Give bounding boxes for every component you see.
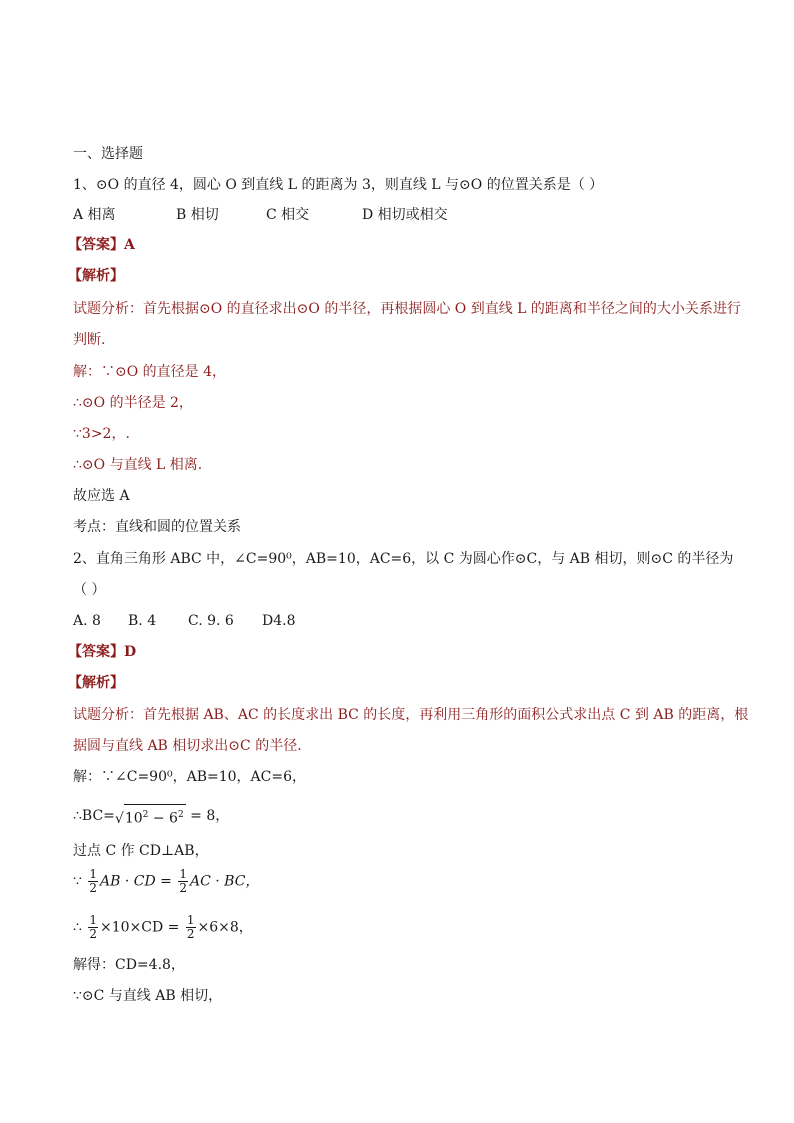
radicand-b: 6 xyxy=(169,810,178,827)
q2-analysis-line1: 试题分析：首先根据 AB、AC 的长度求出 BC 的长度，再利用三角形的面积公式求出点 C 到 AB 的距离，根 xyxy=(73,707,749,723)
area-lhs: AB · CD = xyxy=(100,873,172,890)
q2-option-a[interactable]: A. 8 xyxy=(73,613,101,629)
area-rhs: AC · BC， xyxy=(189,873,260,890)
q2-analysis-label: 【解析】 xyxy=(68,675,124,691)
q1-answer: 【答案】A xyxy=(68,237,135,253)
sqrt-expression xyxy=(115,804,186,828)
q2-option-c[interactable]: C. 9. 6 xyxy=(188,613,234,629)
q1-step3: ∵3>2，. xyxy=(73,426,130,442)
q2-analysis-line2: 据圆与直线 AB 相切求出⊙C 的半径. xyxy=(73,738,302,754)
radicand-a: 10 xyxy=(124,810,143,827)
because-symbol: ∵ xyxy=(73,873,82,890)
q2-tangent: ∵⊙C 与直线 AB 相切， xyxy=(73,988,223,1004)
q2-step1: 解：∵∠C=90⁰，AB=10，AC=6， xyxy=(73,769,307,785)
bc-prefix: ∴BC= xyxy=(73,807,115,824)
q2-answer: 【答案】D xyxy=(68,644,137,660)
fraction-half: $\frac{1}{2}$ xyxy=(89,867,98,895)
q1-analysis-label: 【解析】 xyxy=(68,268,124,284)
area-equation-2 xyxy=(73,914,253,941)
q2-step-perp: 过点 C 作 CD⊥AB， xyxy=(73,843,209,859)
radicand: $10^2 - 6^2$ xyxy=(124,804,186,828)
fraction-half: $\frac{1}{2}$ xyxy=(179,867,187,895)
q1-analysis-line1: 试题分析：首先根据⊙O 的直径求出⊙O 的半径，再根据圆心 O 到直线 L 的距离和半径之间的大小关系进行 xyxy=(73,301,741,317)
section-heading: 一、选择题 xyxy=(73,146,143,162)
bc-equation xyxy=(73,804,229,828)
q1-step4: ∴⊙O 与直线 L 相离. xyxy=(73,457,203,473)
therefore-symbol: ∴ xyxy=(73,919,82,936)
q1-analysis-line2: 判断. xyxy=(73,332,106,348)
q1-conclusion: 故应选 A xyxy=(73,488,130,504)
q1-step1: 解：∵⊙O 的直径是 4， xyxy=(73,364,227,380)
q1-stem: 1、⊙O 的直径 4，圆心 O 到直线 L 的距离为 3，则直线 L 与⊙O 的位置关系是（ ） xyxy=(73,177,604,193)
q1-option-a[interactable]: A 相离 xyxy=(73,207,116,223)
q1-option-c[interactable]: C 相交 xyxy=(266,207,310,223)
q1-topic: 考点：直线和圆的位置关系 xyxy=(73,519,241,535)
q2-option-b[interactable]: B. 4 xyxy=(128,613,157,629)
q2-option-d[interactable]: D4.8 xyxy=(262,613,296,629)
radical-sign: √ xyxy=(114,810,124,827)
bc-result: = 8， xyxy=(190,807,230,824)
area-equation-1 xyxy=(73,868,259,895)
q2-stem-line1: 2、直角三角形 ABC 中，∠C=90⁰，AB=10，AC=6，以 C 为圆心作⊙C，与 AB 相切，则⊙C 的半径为 xyxy=(73,551,734,567)
area-rhs-2: ×6×8， xyxy=(197,919,253,936)
fraction-half: $\frac{1}{2}$ xyxy=(186,913,195,941)
q2-solve: 解得：CD=4.8， xyxy=(73,957,185,973)
area-lhs-2: ×10×CD = xyxy=(100,919,180,936)
q2-stem-line2: （ ） xyxy=(73,582,106,598)
q1-step2: ∴⊙O 的半径是 2， xyxy=(73,395,193,411)
fraction-half: $\frac{1}{2}$ xyxy=(89,913,98,941)
q1-option-b[interactable]: B 相切 xyxy=(176,207,219,223)
q1-option-d[interactable]: D 相切或相交 xyxy=(362,207,448,223)
